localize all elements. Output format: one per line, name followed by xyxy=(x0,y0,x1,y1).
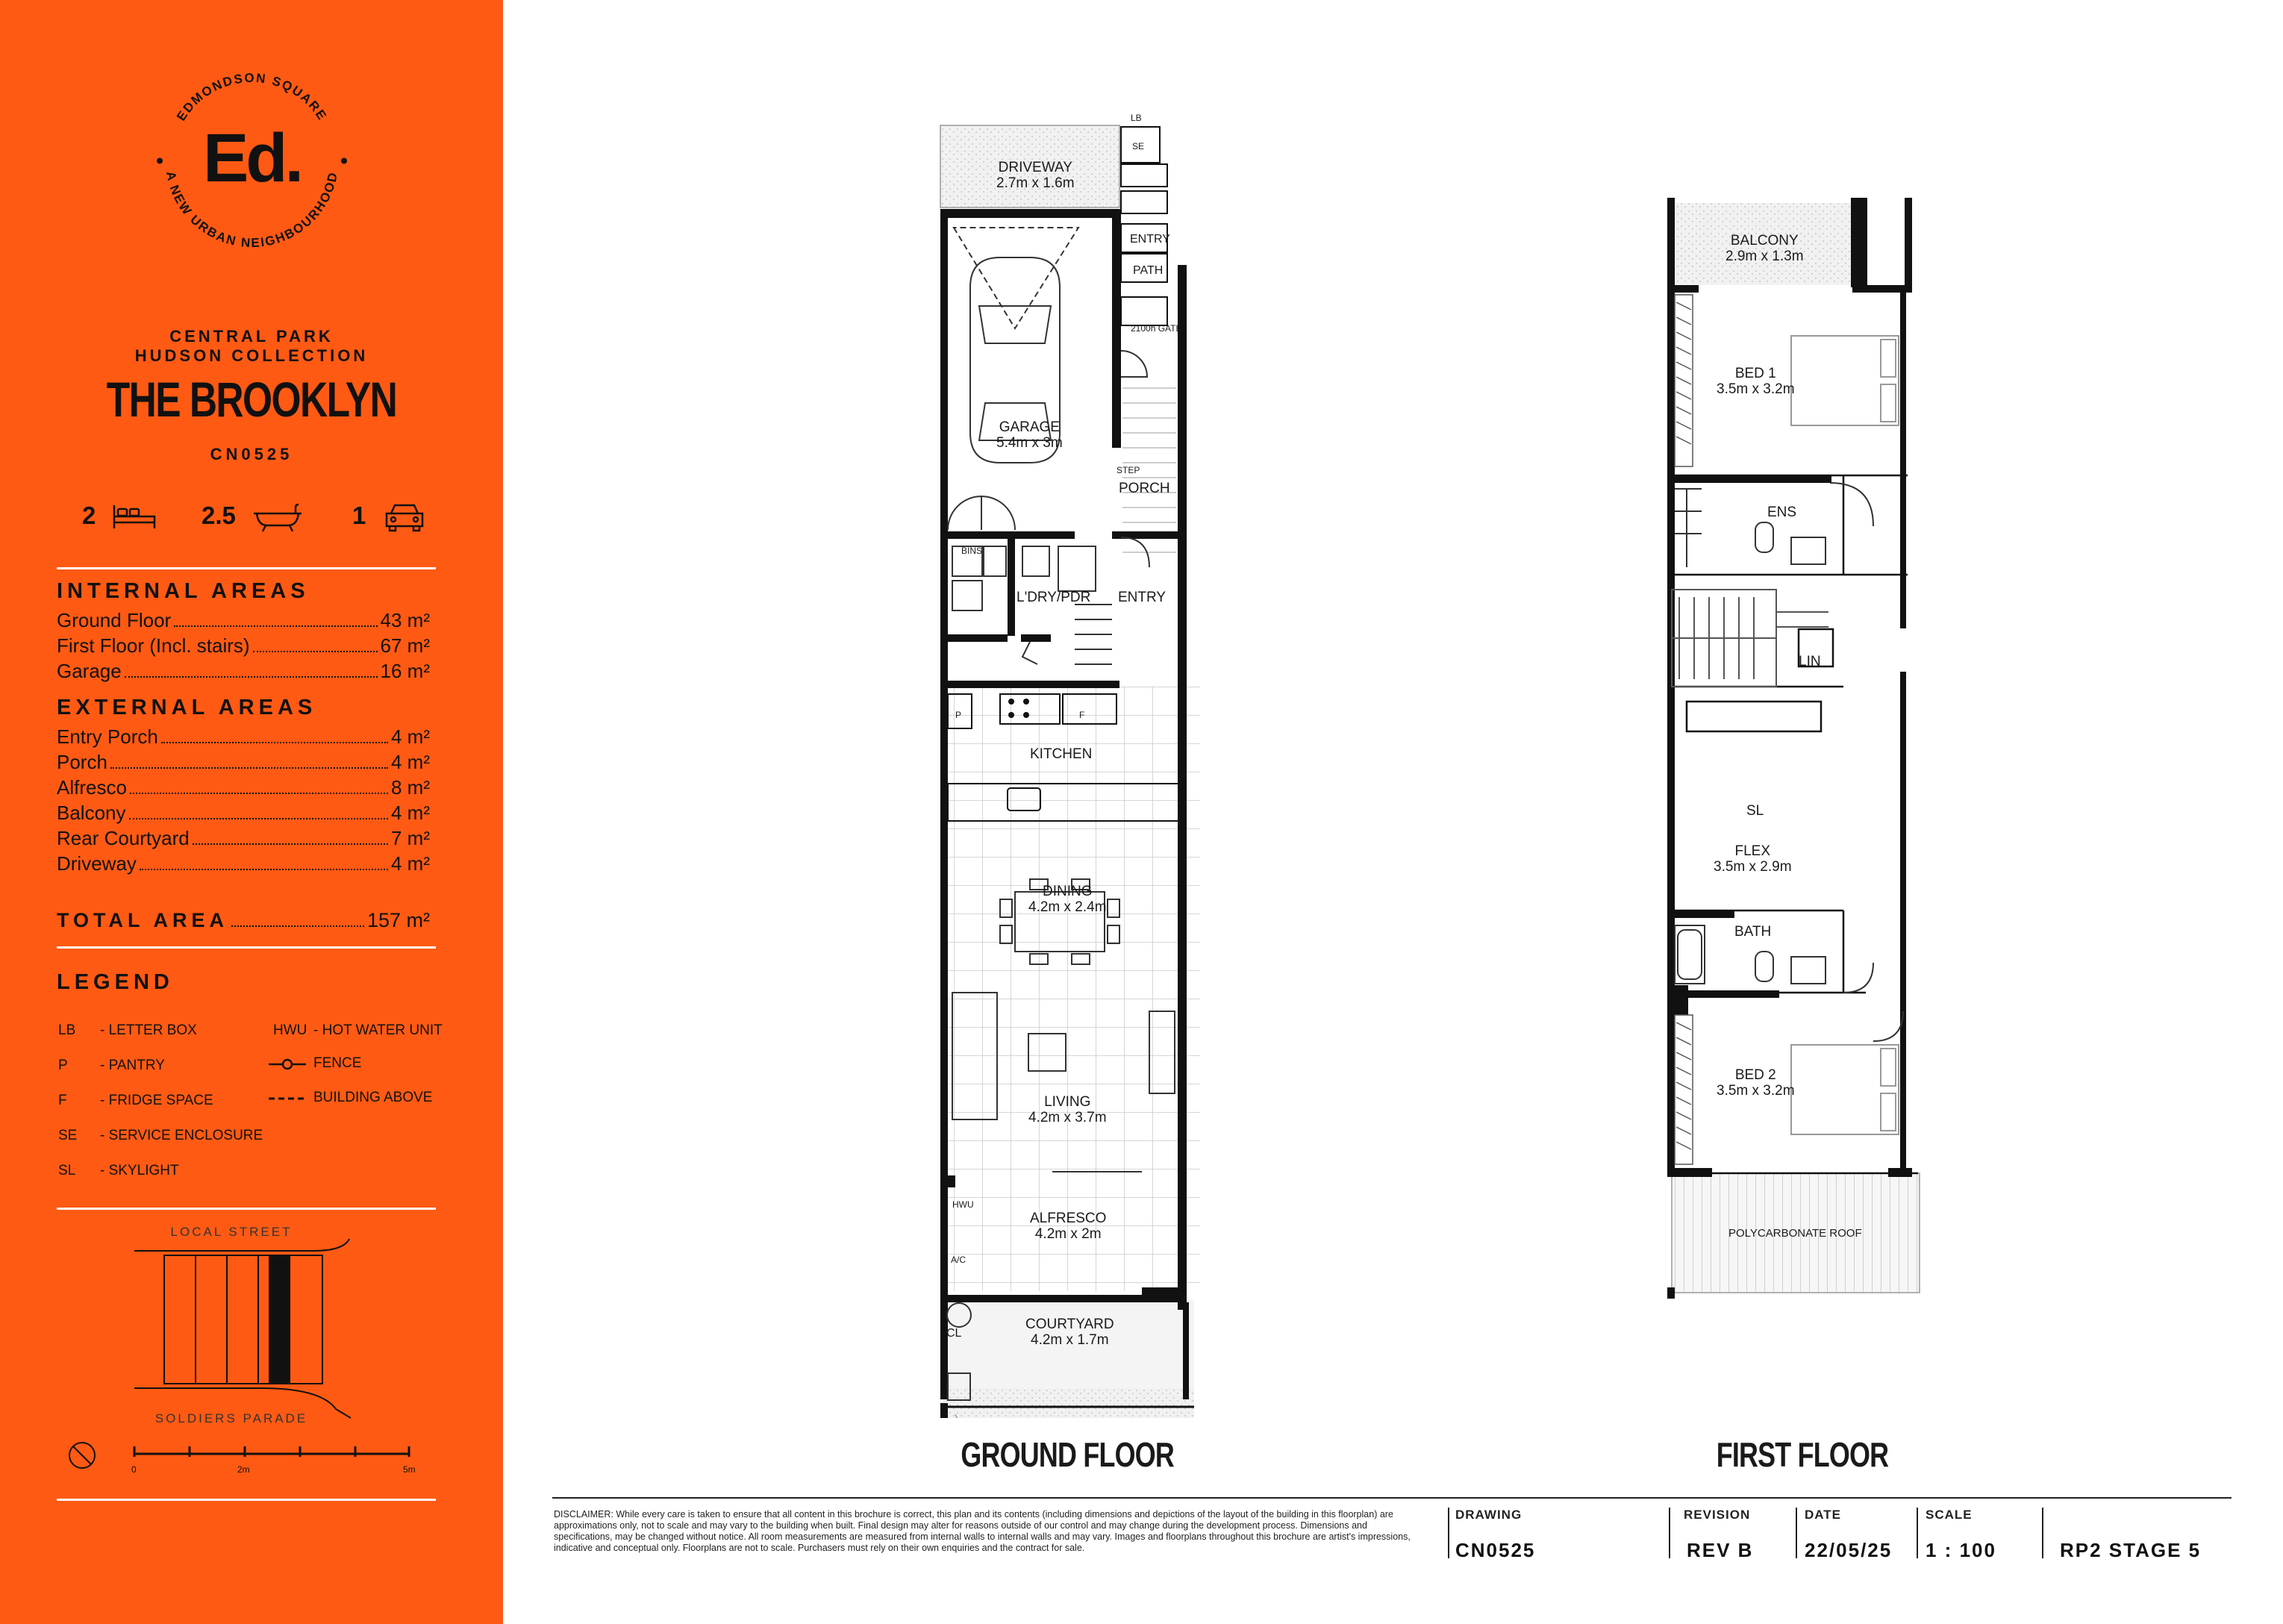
room-label-step: STEP xyxy=(1116,465,1140,475)
legend-desc-fence: FENCE xyxy=(313,1055,362,1071)
scale-tick-0: 0 xyxy=(131,1464,137,1475)
room-label-pantry: P xyxy=(955,710,962,720)
legend-code-p: P xyxy=(58,1058,68,1073)
date-label: DATE xyxy=(1805,1508,1842,1522)
area-row-rear-courtyard: Rear Courtyard 7 m² xyxy=(57,827,430,849)
scale-bar xyxy=(127,1445,425,1467)
edmondson-square-logo xyxy=(149,58,355,263)
bath-count: 2.5 xyxy=(202,502,236,529)
stage-value: RP2 STAGE 5 xyxy=(2060,1539,2202,1561)
area-row-driveway: Driveway 4 m² xyxy=(57,852,430,875)
legend-desc-lb: - LETTER BOX xyxy=(100,1022,197,1038)
room-label-living: LIVING 4.2m x 3.7m xyxy=(1028,1094,1107,1125)
footer-rule xyxy=(552,1497,2232,1499)
first-floor-title: FIRST FLOOR xyxy=(1716,1435,1889,1474)
car-icon xyxy=(384,502,425,533)
legend-title: LEGEND xyxy=(57,970,174,994)
legend-desc-p: - PANTRY xyxy=(100,1058,165,1073)
product-code: CN0525 xyxy=(210,445,293,463)
room-label-garage: GARAGE 5.4m x 3m xyxy=(996,419,1063,451)
room-label-dining: DINING 4.2m x 2.4m xyxy=(1028,884,1107,915)
room-label-bath: BATH xyxy=(1734,924,1772,940)
footer-divider xyxy=(1448,1508,1449,1558)
room-label-entry: ENTRY xyxy=(1118,590,1167,605)
footer-divider xyxy=(1669,1508,1670,1558)
legend-desc-f: - FRIDGE SPACE xyxy=(100,1093,213,1108)
legend-code-sl: SL xyxy=(58,1163,76,1178)
drawing-label: DRAWING xyxy=(1455,1508,1522,1522)
dashed-line-symbol-icon xyxy=(269,1090,306,1108)
area-row-ground-floor: Ground Floor 43 m² xyxy=(57,609,430,631)
room-label-lb: LB xyxy=(1131,113,1142,123)
legend-code-lb: LB xyxy=(58,1022,76,1038)
logo-ring-bottom-text: A NEW URBAN NEIGHBOURHOOD xyxy=(163,169,341,251)
area-row-garage: Garage 16 m² xyxy=(57,660,430,682)
bed-count: 2 xyxy=(82,502,96,529)
area-row-first-floor: First Floor (Incl. stairs) 67 m² xyxy=(57,634,430,657)
divider xyxy=(57,1208,436,1210)
divider xyxy=(57,567,436,569)
room-label-entry-path-1: ENTRY xyxy=(1130,233,1170,246)
area-row-total: TOTAL AREA 157 m² xyxy=(57,909,430,931)
site-plan-diagram xyxy=(127,1217,358,1433)
legend-desc-hwu: - HOT WATER UNIT xyxy=(313,1022,443,1038)
svg-text:EDMONDSON SQUARE xyxy=(174,71,330,124)
legend-code-f: F xyxy=(58,1093,67,1108)
room-label-flex: FLEX 3.5m x 2.9m xyxy=(1714,843,1792,875)
area-row-entry-porch: Entry Porch 4 m² xyxy=(57,725,430,748)
room-label-ensuite: ENS xyxy=(1767,505,1797,520)
room-label-kitchen: KITCHEN xyxy=(1030,746,1093,762)
room-label-porch: PORCH xyxy=(1119,481,1170,496)
revision-label: REVISION xyxy=(1684,1508,1751,1522)
logo-ring-top-text: EDMONDSON SQUARE xyxy=(174,70,330,124)
bed-icon xyxy=(112,502,157,531)
room-label-bed-2: BED 2 3.5m x 3.2m xyxy=(1717,1067,1795,1099)
ground-floor-title: GROUND FLOOR xyxy=(961,1435,1175,1474)
legend-desc-se: - SERVICE ENCLOSURE xyxy=(100,1128,263,1143)
collection-line-2: HUDSON COLLECTION xyxy=(134,346,369,365)
room-label-courtyard: COURTYARD 4.2m x 1.7m xyxy=(1025,1317,1114,1348)
room-label-bins: BINS xyxy=(961,546,983,556)
scale-label: SCALE xyxy=(1926,1508,1973,1522)
collection-line-1: CENTRAL PARK xyxy=(169,327,334,346)
room-label-driveway: DRIVEWAY 2.7m x 1.6m xyxy=(996,160,1075,191)
street-label-soldiers-parade: SOLDIERS PARADE xyxy=(154,1411,308,1425)
car-count: 1 xyxy=(352,502,366,529)
room-label-fridge: F xyxy=(1079,710,1085,720)
footer-divider xyxy=(2042,1508,2043,1558)
room-label-polycarbonate-roof: POLYCARBONATE ROOF xyxy=(1728,1227,1862,1240)
legend-desc-sl: - SKYLIGHT xyxy=(100,1163,179,1178)
room-label-cl: CL xyxy=(946,1327,962,1340)
room-label-skylight: SL xyxy=(1746,803,1764,819)
legend-desc-building-above: BUILDING ABOVE xyxy=(313,1090,433,1105)
room-label-laundry-pdr: L'DRY/PDR xyxy=(1016,590,1091,605)
disclaimer-text: DISCLAIMER: While every care is taken to ensure that all content in this brochure is correct, this plan and its contents (including dimensions and depictions of the layout of the building in this floorplan) are approximations only, not to scale and may vary to the building when built. Final design may alter for reasons outside of our control and may change during the development process. Dimensions and specifications, may be changed without notice. All room measurements are measured from internal walls to internal walls and may vary. Images and floorplans throughout this brochure are artist's impressions, indicative and conceptual only. Floorplans are not to scale. Purchasers must rely on their own enquiries and the contract for sale. xyxy=(554,1509,1411,1553)
street-label-local-street: LOCAL STREET xyxy=(170,1225,293,1239)
area-row-balcony: Balcony 4 m² xyxy=(57,802,430,824)
internal-areas-title: INTERNAL AREAS xyxy=(57,579,310,603)
room-label-gate: 2100h GATE xyxy=(1131,323,1182,334)
divider xyxy=(57,946,436,949)
footer-divider xyxy=(1917,1508,1918,1558)
product-name: THE BROOKLYN xyxy=(106,372,397,427)
drawing-value: CN0525 xyxy=(1455,1539,1536,1561)
first-floor-plan-drawing xyxy=(1657,194,1926,1306)
info-sidebar xyxy=(0,0,503,1624)
bath-icon xyxy=(251,503,304,533)
room-label-linen: LIN xyxy=(1799,654,1821,669)
scale-tick-2m: 2m xyxy=(237,1464,250,1475)
room-label-bed-1: BED 1 3.5m x 3.2m xyxy=(1717,366,1795,397)
revision-value: REV B xyxy=(1687,1539,1754,1561)
room-label-se: SE xyxy=(1132,141,1145,152)
room-label-ac: A/C xyxy=(951,1255,966,1265)
legend-code-hwu: HWU xyxy=(273,1022,307,1038)
fence-symbol-icon xyxy=(269,1055,306,1073)
external-areas-title: EXTERNAL AREAS xyxy=(57,696,317,719)
north-arrow-icon xyxy=(67,1440,97,1470)
date-value: 22/05/25 xyxy=(1805,1539,1893,1561)
room-label-entry-path-2: PATH xyxy=(1133,264,1164,277)
room-label-alfresco: ALFRESCO 4.2m x 2m xyxy=(1030,1211,1107,1242)
footer-divider xyxy=(1796,1508,1797,1558)
scale-tick-5m: 5m xyxy=(403,1464,416,1475)
divider xyxy=(57,1499,436,1501)
legend-code-se: SE xyxy=(58,1128,78,1143)
scale-value: 1 : 100 xyxy=(1926,1539,1996,1561)
logo-mark: Ed. xyxy=(202,120,302,196)
room-label-balcony: BALCONY 2.9m x 1.3m xyxy=(1725,233,1804,264)
area-row-alfresco: Alfresco 8 m² xyxy=(57,776,430,799)
area-row-porch: Porch 4 m² xyxy=(57,751,430,773)
room-label-hwu: HWU xyxy=(952,1199,974,1210)
